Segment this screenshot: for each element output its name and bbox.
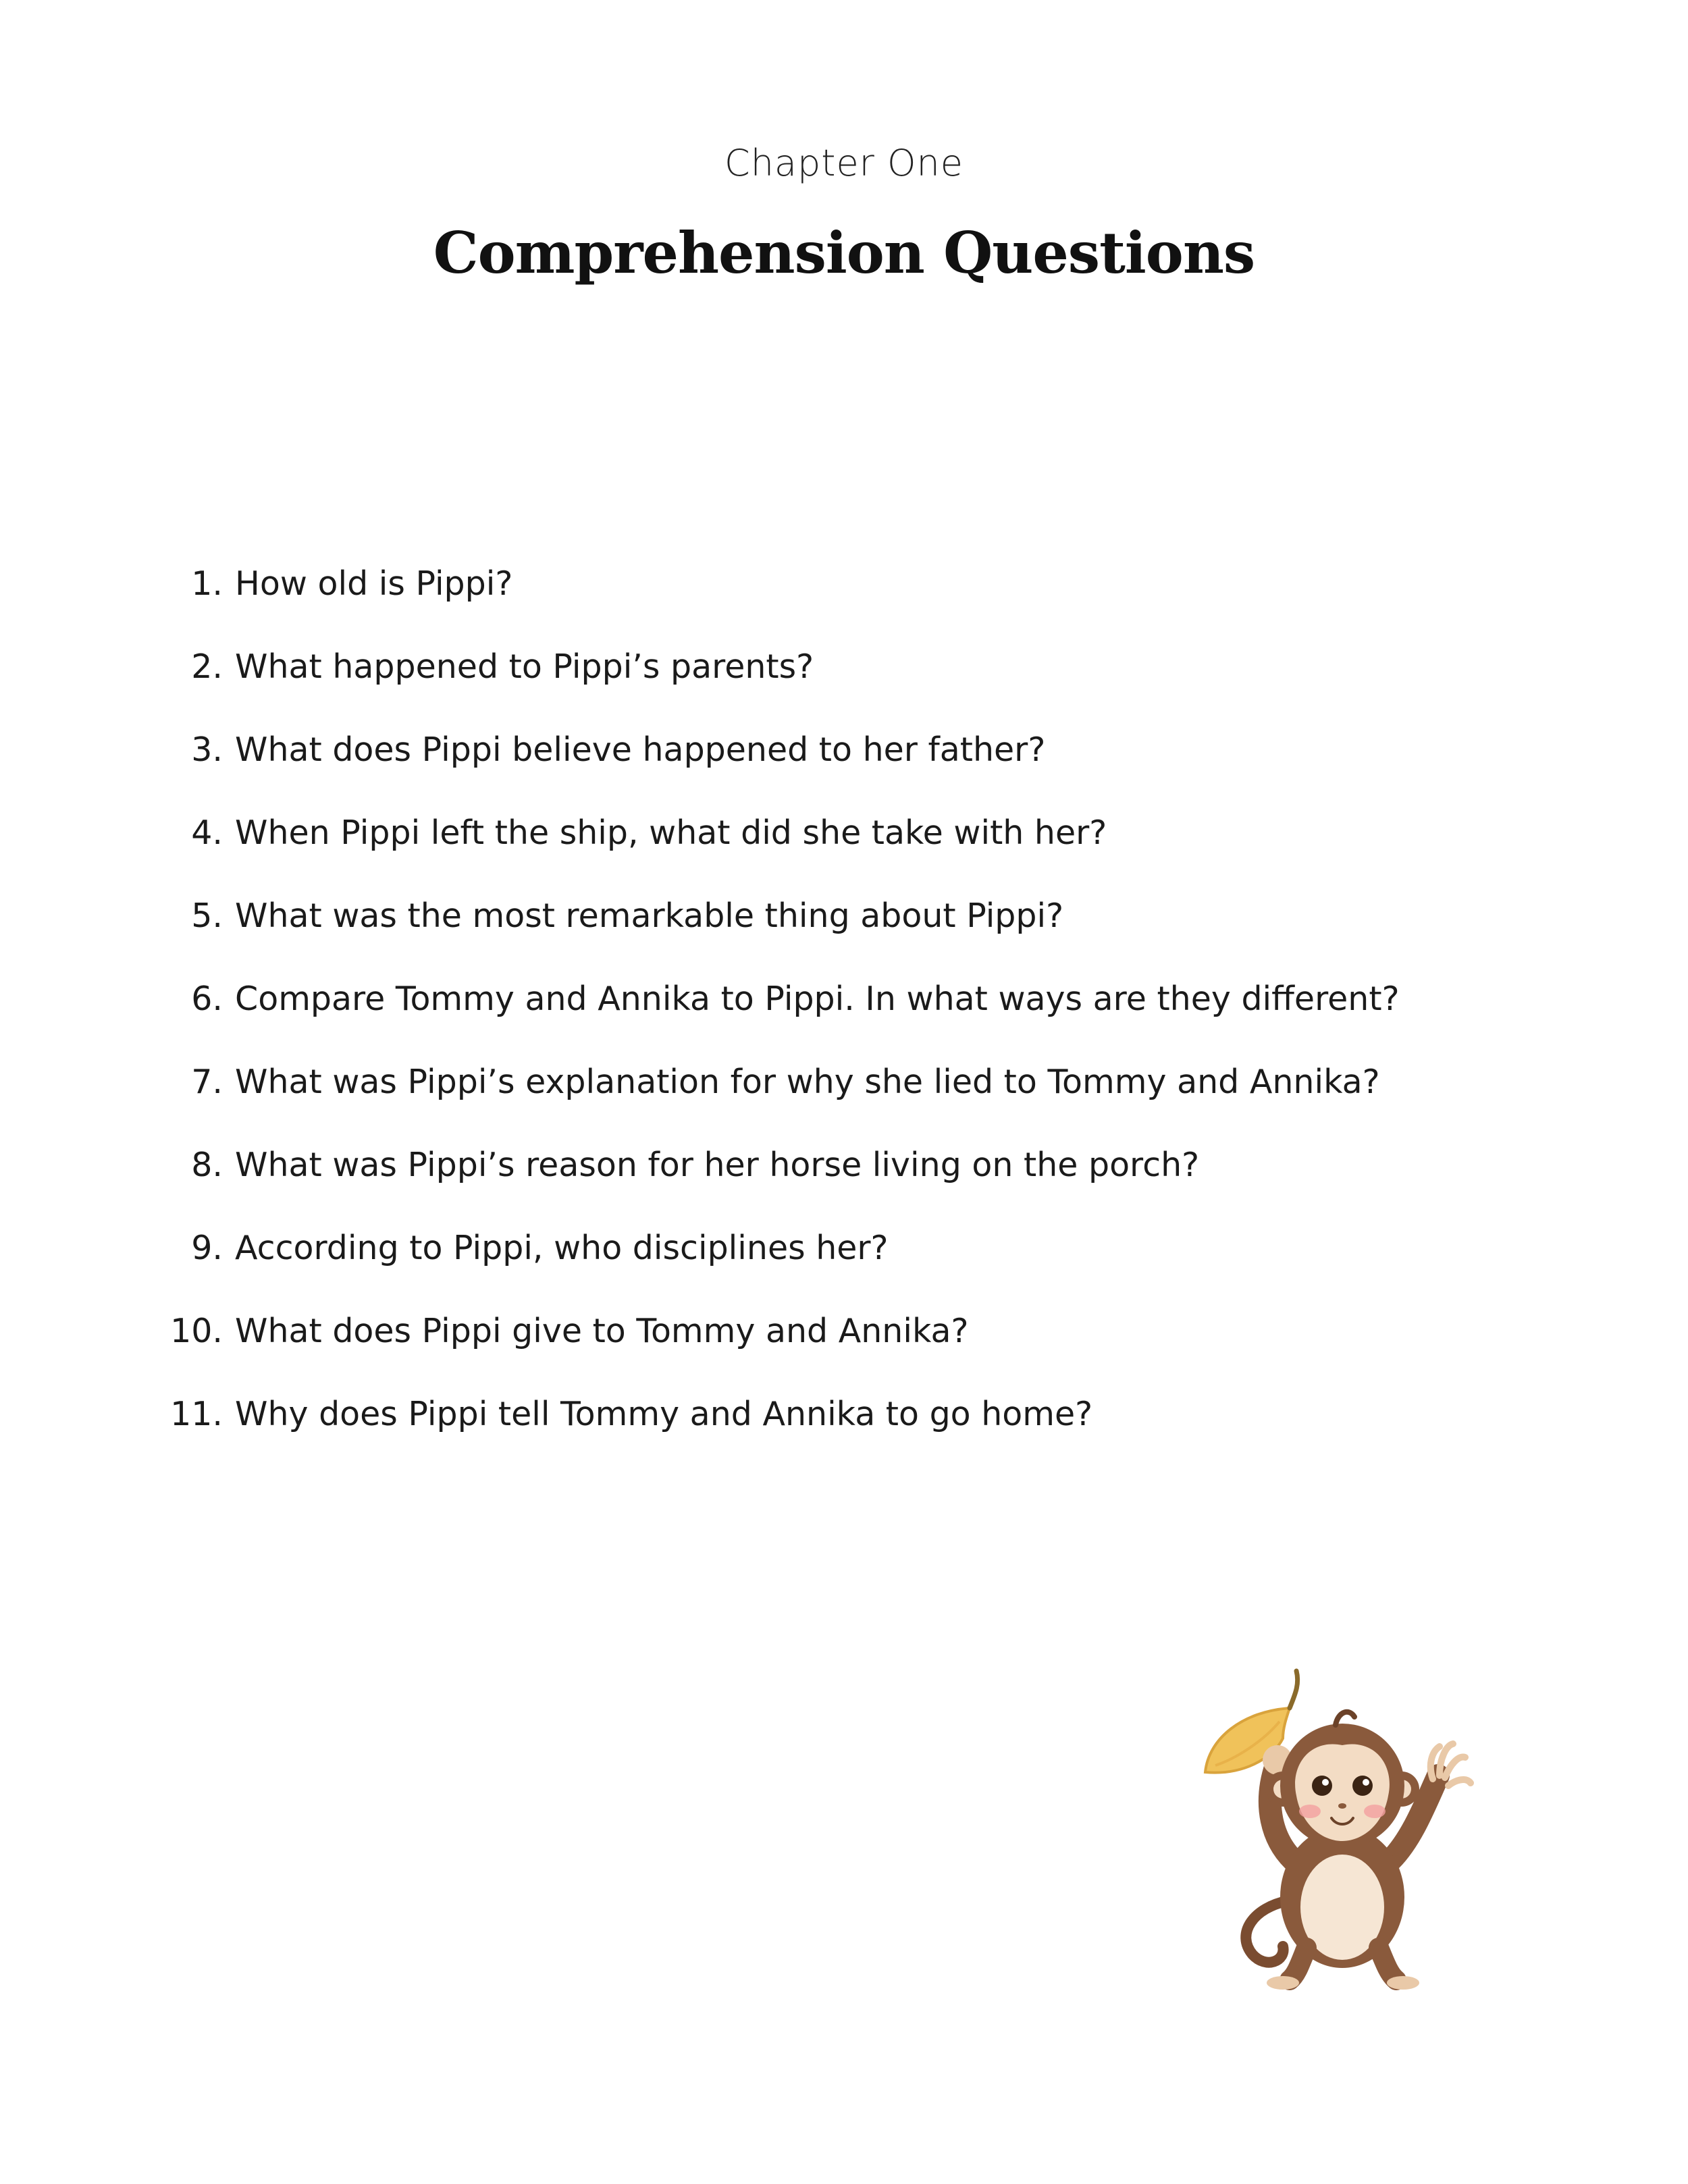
question-number: 2. <box>191 647 223 686</box>
question-number: 4. <box>191 814 223 852</box>
question-number: 8. <box>191 1146 223 1184</box>
question-text: According to Pippi, who disciplines her? <box>235 1229 889 1267</box>
question-number: 6. <box>191 980 223 1018</box>
question-item <box>0 554 1553 637</box>
question-text: What was Pippi’s explanation for why she lied to Tommy and Annika? <box>235 1063 1380 1101</box>
question-text: What happened to Pippi’s parents? <box>235 647 814 686</box>
question-item <box>0 803 1553 886</box>
question-number: 7. <box>191 1063 223 1101</box>
question-item <box>0 1384 1553 1467</box>
question-number: 9. <box>191 1229 223 1267</box>
question-item <box>0 1301 1553 1384</box>
question-number: 1. <box>191 564 223 603</box>
monkey-with-banana-icon <box>1188 1657 1499 1995</box>
question-number: 10. <box>170 1312 223 1350</box>
question-text: What does Pippi believe happened to her father? <box>235 730 1046 769</box>
question-item <box>0 886 1553 969</box>
question-item <box>0 969 1553 1052</box>
question-item <box>0 720 1553 803</box>
question-item <box>0 1052 1553 1135</box>
question-item <box>0 1135 1553 1218</box>
question-text: What does Pippi give to Tommy and Annika? <box>235 1312 969 1350</box>
question-item <box>0 637 1553 720</box>
question-number: 11. <box>170 1395 223 1433</box>
question-text: Why does Pippi tell Tommy and Annika to go home? <box>235 1395 1093 1433</box>
question-number: 5. <box>191 897 223 935</box>
question-text: What was the most remarkable thing about Pippi? <box>235 897 1064 935</box>
question-text: Compare Tommy and Annika to Pippi. In what ways are they different? <box>235 980 1400 1018</box>
page-title: Comprehension Questions <box>433 219 1255 286</box>
question-number: 3. <box>191 730 223 769</box>
chapter-subtitle: Chapter One <box>724 142 964 184</box>
question-text: When Pippi left the ship, what did she take with her? <box>235 814 1107 852</box>
question-list <box>0 554 1553 1467</box>
question-item <box>0 1218 1553 1301</box>
question-text: What was Pippi’s reason for her horse living on the porch? <box>235 1146 1200 1184</box>
question-text: How old is Pippi? <box>235 564 513 603</box>
